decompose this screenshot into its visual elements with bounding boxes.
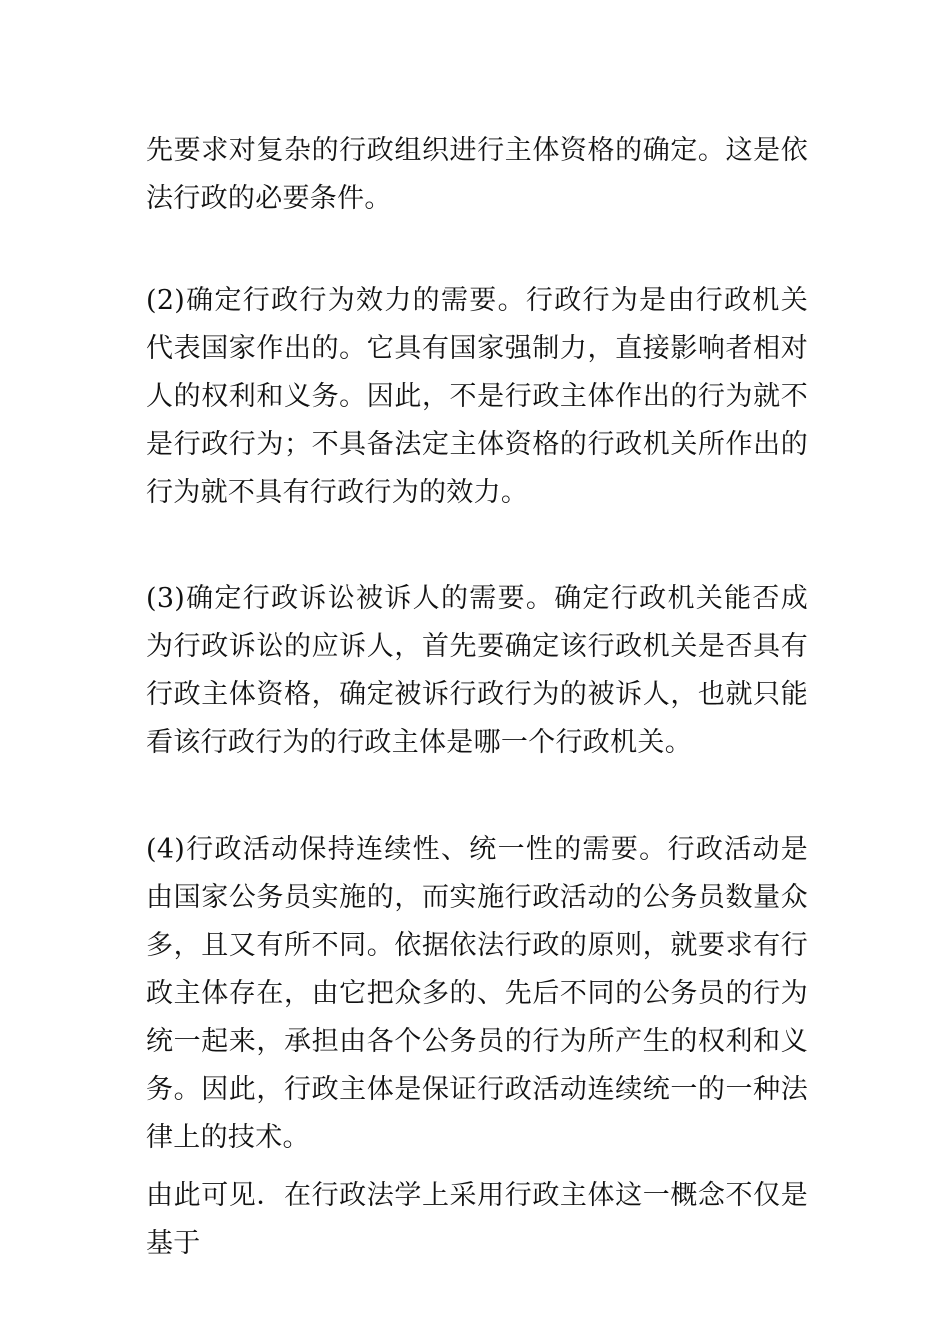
paragraph-item-3: (3)确定行政诉讼被诉人的需要。确定行政机关能否成为行政诉讼的应诉人，首先要确定该行政机关是否具有行政主体资格，确定被诉行政行为的被诉人，也就只能看该行政行为的行政主体是哪一个行政机关。 bbox=[146, 583, 808, 758]
paragraph-item-2: (2)确定行政行为效力的需要。行政行为是由行政机关代表国家作出的。它具有国家强制力，直接影响者相对人的权利和义务。因此，不是行政主体作出的行为就不是行政行为；不具备法定主体资格的行政机关所作出的行为就不具有行政行为的效力。 bbox=[146, 285, 808, 508]
paragraph-continuation: 先要求对复杂的行政组织进行主体资格的确定。这是依法行政的必要条件。 bbox=[146, 135, 808, 214]
paragraph-item-4: (4)行政活动保持连续性、统一性的需要。行政活动是由国家公务员实施的，而实施行政活动的公务员数量众多，且又有所不同。依据依法行政的原则，就要求有行政主体存在，由它把众多的、先后不同的公务员的行为统一起来，承担由各个公务员的行为所产生的权利和义务。因此，行政主体是保证行政活动连续统一的一种法律上的技术。 bbox=[146, 834, 808, 1153]
paragraph-conclusion: 由此可见．在行政法学上采用行政主体这一概念不仅是基于 bbox=[146, 1180, 808, 1259]
